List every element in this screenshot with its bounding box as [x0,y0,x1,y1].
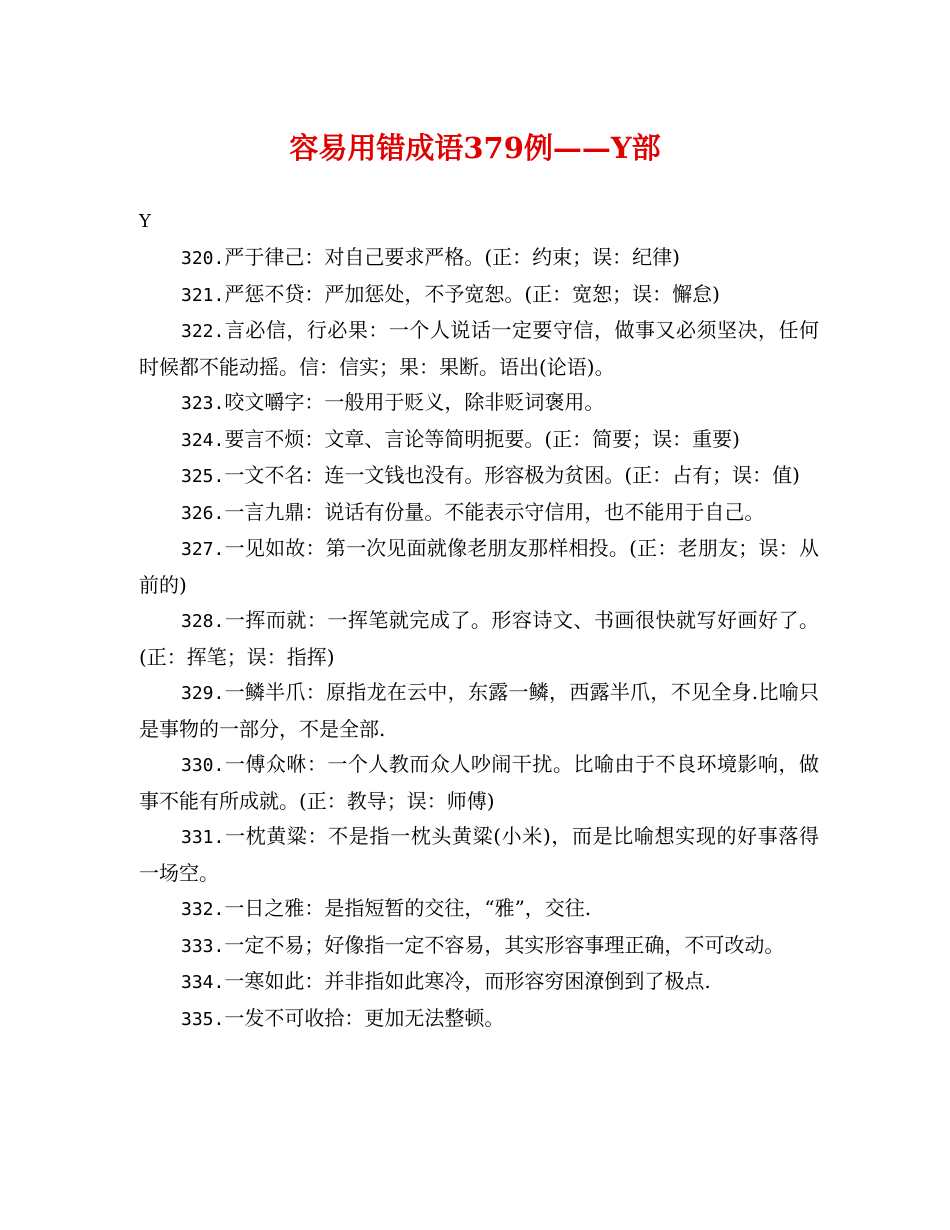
list-item [139,422,819,459]
entry-text: 一定不易；好像指一定不容易，其实形容事理正确，不可改动。 [224,932,785,957]
entry-text: 一挥而就：一挥笔就完成了。形容诗文、书画很快就写好画好了。(正：挥笔；误：指挥) [139,608,819,669]
list-item [139,385,819,422]
entry-text: 言必信，行必果：一个人说话一定要守信，做事又必须坚决，任何时候都不能动摇。信：信实；果：果断。语出(论语)。 [139,318,819,379]
entry-text: 严于律己：对自己要求严格。(正：约束；误：纪律) [224,245,680,269]
entry-text: 严惩不贷：严加惩处，不予宽恕。(正：宽恕；误：懈怠) [224,281,720,306]
list-item [139,928,819,965]
entry-number: 325. [181,466,225,487]
entry-number: 335. [181,1008,225,1030]
list-item [139,458,819,495]
entry-text: 一日之雅：是指短暂的交往，“雅”，交往. [224,896,592,920]
entry-number: 321. [181,284,225,306]
list-item [139,747,819,819]
list-item [139,531,819,603]
entry-text: 咬文嚼字：一般用于贬义，除非贬词褒用。 [224,390,605,414]
list-item [139,819,819,891]
entry-text: 一言九鼎：说话有份量。不能表示守信用，也不能用于自己。 [224,499,765,524]
list-item [139,964,819,1001]
entry-number: 320. [181,248,225,269]
entry-number: 333. [181,935,225,957]
entry-text: 一鳞半爪：原指龙在云中，东露一鳞，西露半爪，不见全身.比喻只是事物的一部分，不是全部. [139,680,819,741]
document-title: 容易用错成语379例——Y部 [289,131,661,165]
entry-text: 一寒如此：并非指如此寒冷，而形容穷困潦倒到了极点. [224,969,711,993]
entry-text: 要言不烦：文章、言论等简明扼要。(正：简要；误：重要) [224,426,740,451]
entry-number: 324. [181,429,225,451]
list-item [139,277,819,314]
entry-number: 328. [181,611,225,632]
entry-text: 一发不可收拾：更加无法整顿。 [224,1005,505,1030]
entry-number: 331. [181,827,225,848]
list-item [139,603,819,675]
section-letter: Y [139,211,151,232]
list-item [139,313,819,385]
entry-number: 327. [181,539,225,560]
list-item [139,1001,819,1038]
list-item [139,891,819,928]
entry-text: 一傅众咻：一个人教而众人吵闹干扰。比喻由于不良环境影响，做事不能有所成就。(正：教导；误：师傅) [139,752,819,813]
list-item [139,495,819,532]
entry-number: 323. [181,393,225,414]
entry-text: 一文不名：连一文钱也没有。形容极为贫困。(正：占有；误：值) [224,463,800,487]
entry-number: 322. [181,321,225,342]
entry-number: 326. [181,502,225,524]
entry-text: 一见如故：第一次见面就像老朋友那样相投。(正：老朋友；误：从前的) [139,536,819,597]
list-item [139,240,819,277]
entry-number: 334. [181,972,225,993]
list-item [139,675,819,747]
entry-list [139,240,819,1037]
entry-number: 330. [181,755,225,776]
entry-number: 332. [181,899,225,920]
entry-number: 329. [181,683,225,704]
entry-text: 一枕黄粱：不是指一枕头黄粱(小米)，而是比喻想实现的好事落得一场空。 [139,824,819,885]
